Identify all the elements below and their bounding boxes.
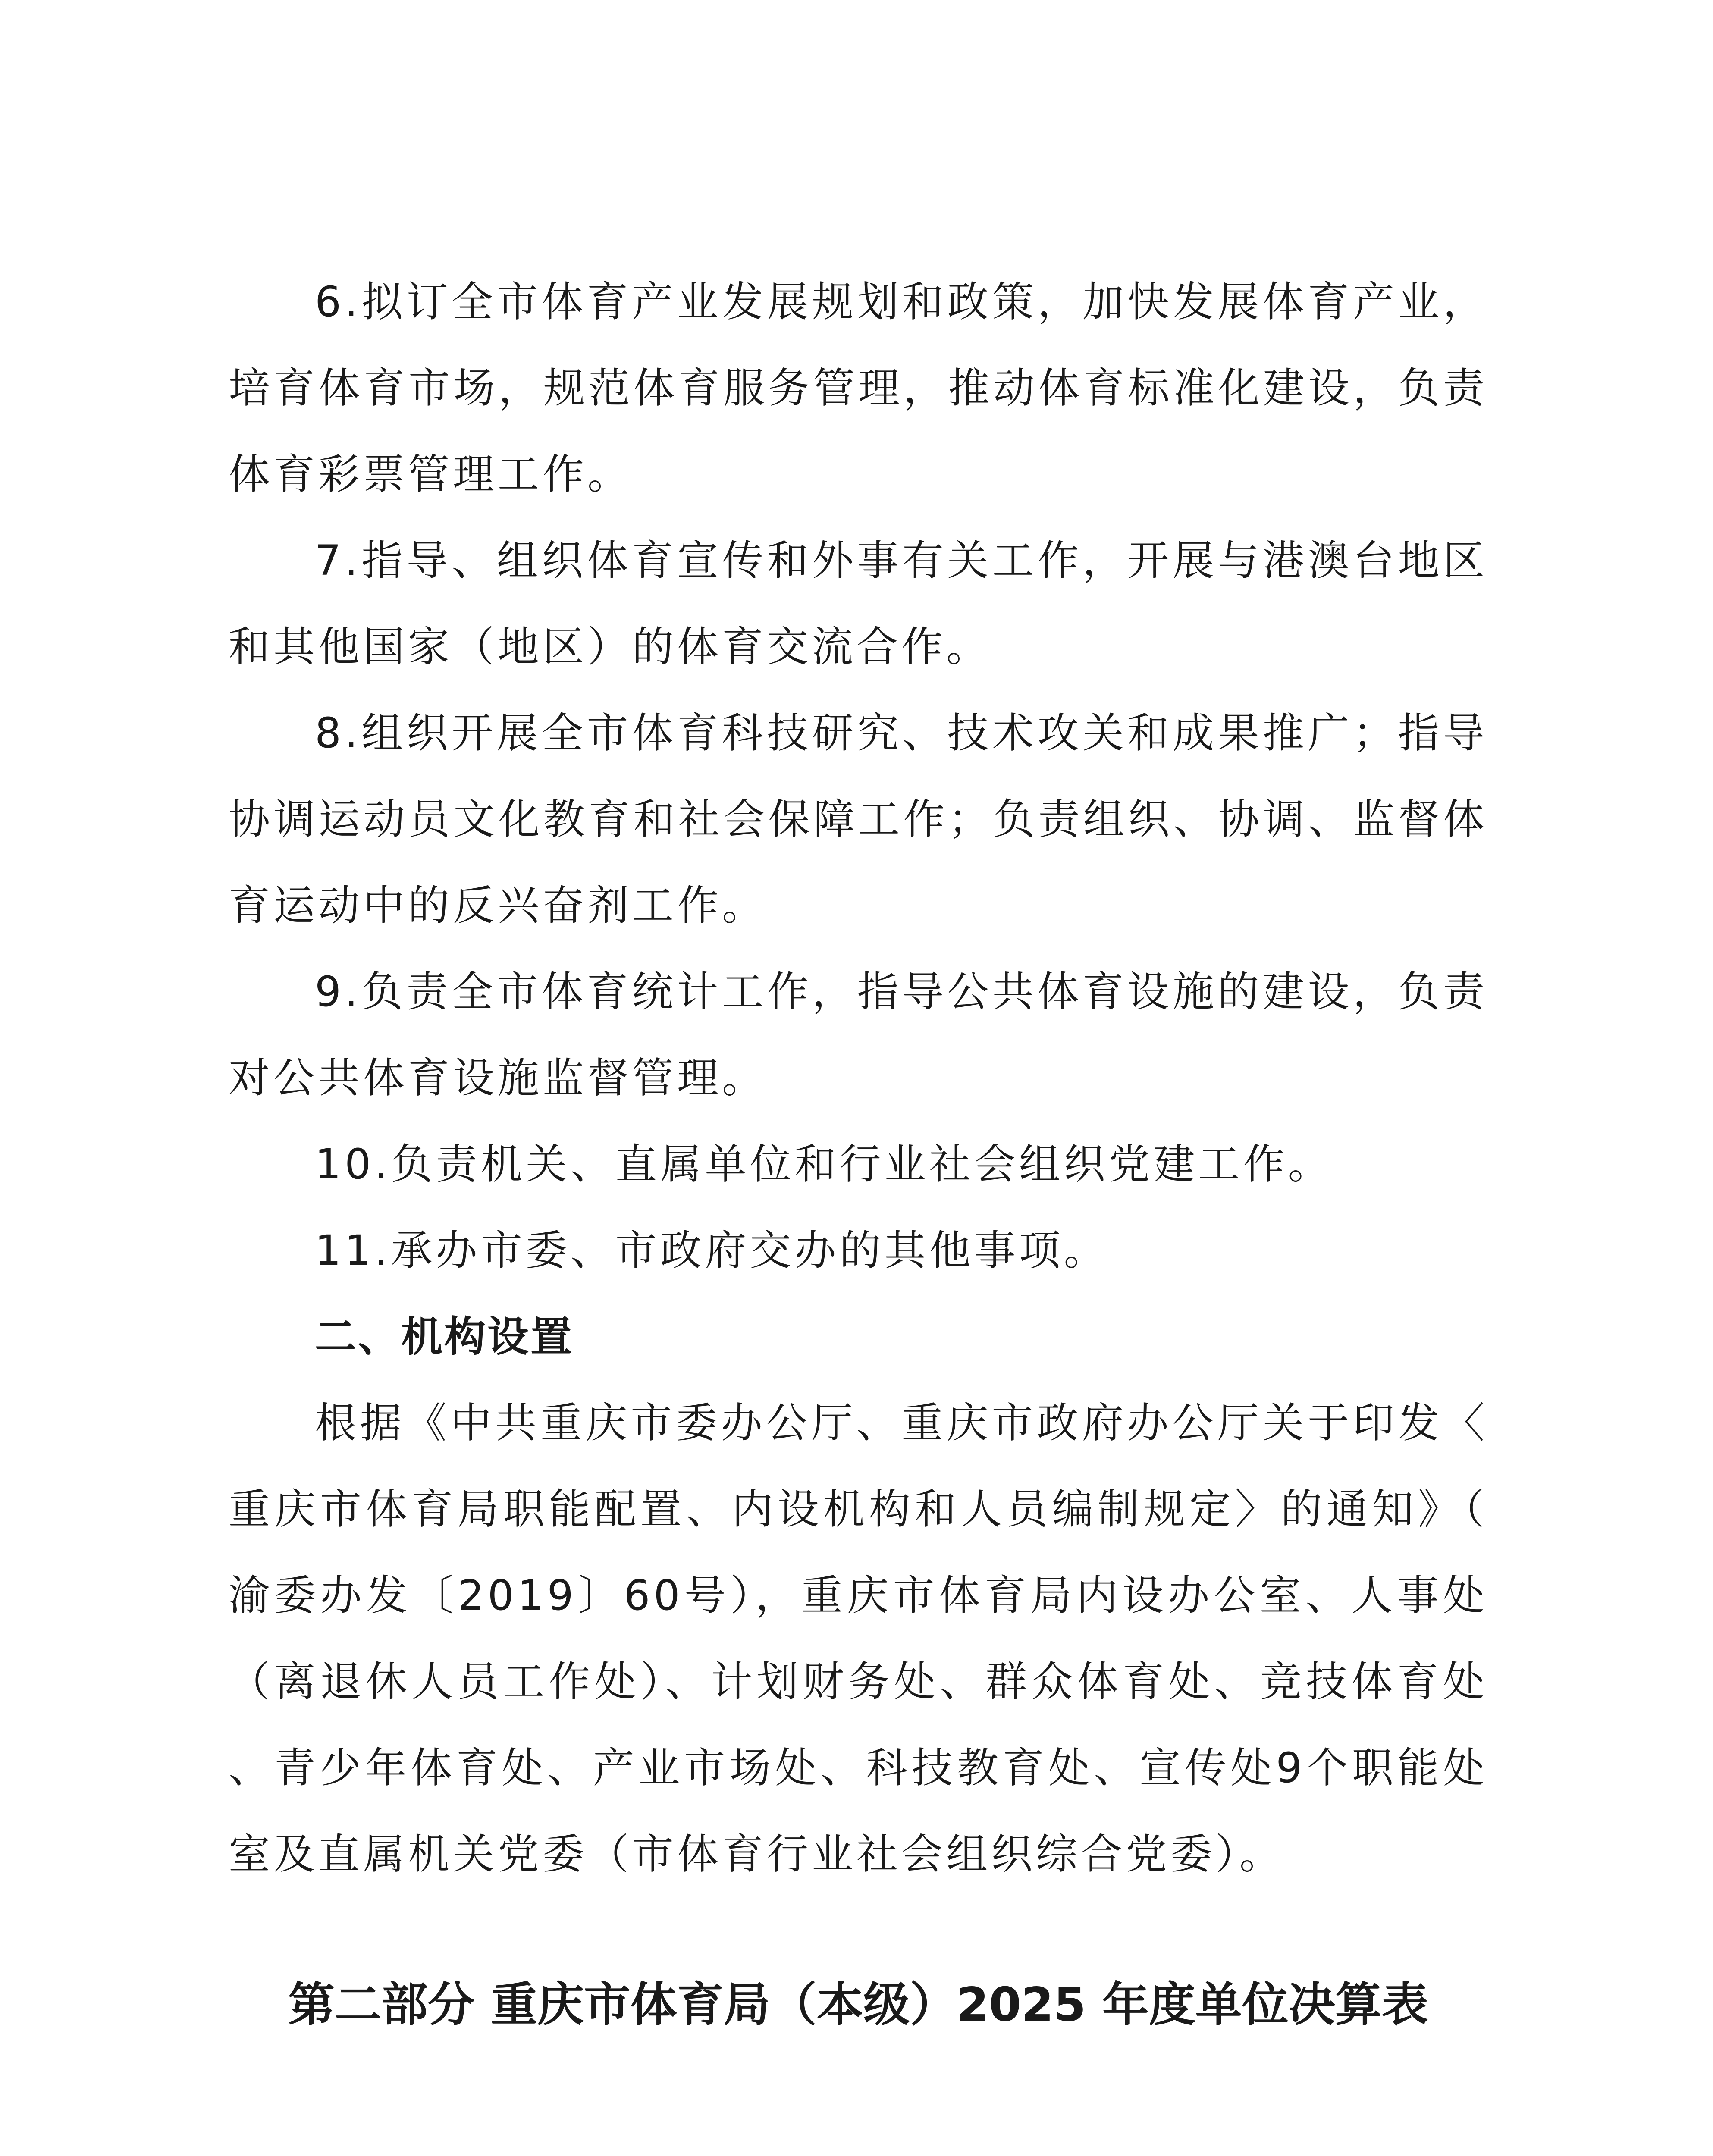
paragraph-item-7: 7.指导、组织体育宣传和外事有关工作，开展与港澳台地区和其他国家（地区）的体育交流合作。 xyxy=(229,536,1488,671)
paragraph-item-11: 11.承办市委、市政府交办的其他事项。 xyxy=(315,1226,1109,1275)
document-body xyxy=(229,259,1488,1897)
part-title: 第二部分 重庆市体育局（本级）2025 年度单位决算表 xyxy=(288,1978,1428,2032)
section-heading: 二、机构设置 xyxy=(315,1313,574,1361)
paragraph-item-10: 10.负责机关、直属单位和行业社会组织党建工作。 xyxy=(315,1140,1333,1188)
paragraph-item-6: 6.拟订全市体育产业发展规划和政策，加快发展体育产业，培育体育市场，规范体育服务管理，推动体育标准化建设，负责体育彩票管理工作。 xyxy=(229,278,1488,498)
section-body-paragraph: 根据《中共重庆市委办公厅、重庆市政府办公厅关于印发〈重庆市体育局职能配置、内设机构和人员编制规定〉的通知》（渝委办发〔2019〕60号），重庆市体育局内设办公室、人事处（离退休人员工作处）、计划财务处、群众体育处、竞技体育处、青少年体育处、产业市场处、科技教育处、宣传处9个职能处室及直属机关党委（市体育行业社会组织综合党委）。 xyxy=(229,1399,1488,1878)
paragraph-item-9: 9.负责全市体育统计工作，指导公共体育设施的建设，负责对公共体育设施监督管理。 xyxy=(229,968,1488,1102)
paragraph-item-8: 8.组织开展全市体育科技研究、技术攻关和成果推广；指导协调运动员文化教育和社会保障工作；负责组织、协调、监督体育运动中的反兴奋剂工作。 xyxy=(229,709,1488,930)
